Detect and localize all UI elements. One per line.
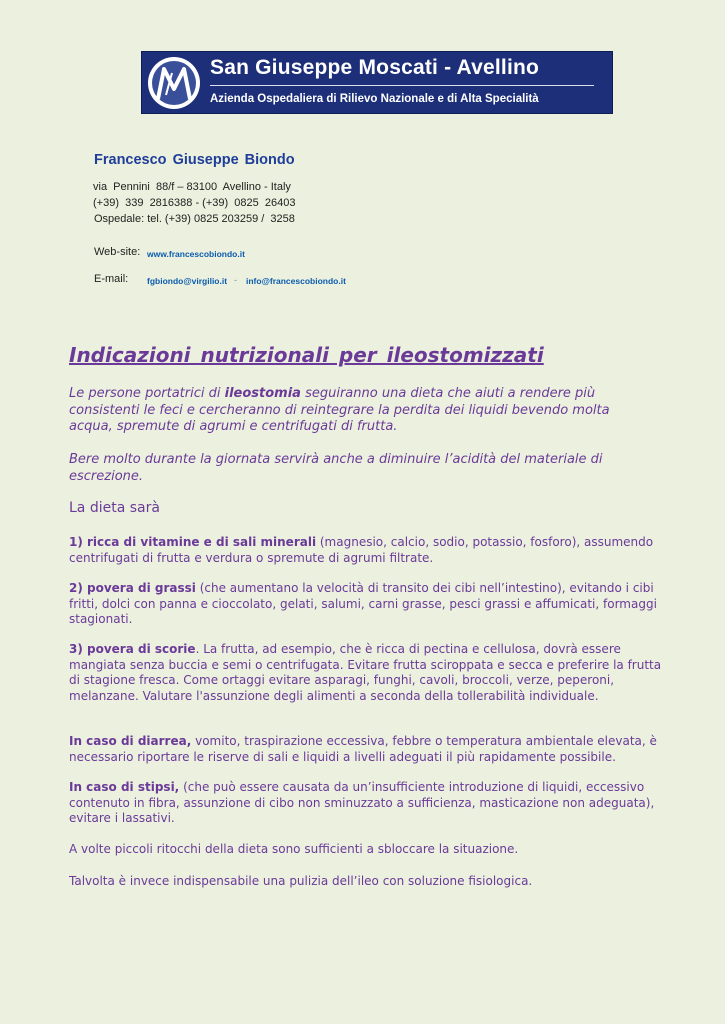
email-separator: -	[234, 275, 237, 285]
diet-item-diarrhea: In caso di diarrea, vomito, traspirazione eccessiva, febbre o temperatura ambientale elevata, è necessario riportare le riserve di sali e liquidi a livelli adeguati il più rapidamente possibile.	[69, 734, 657, 764]
document-title: Indicazioni nutrizionali per ileostomizzati	[69, 343, 544, 367]
diet-item-2: 2) povera di grassi (che aumentano la velocità di transito dei cibi nell’intestino), evitando i cibi fritti, dolci con panna e cioccolato, gelati, salumi, carni grasse, pesci grassi e affumicati, formaggi stagionati.	[69, 581, 657, 626]
email-link-1[interactable]: fgbiondo@virgilio.it	[147, 276, 228, 286]
address-line: via Pennini 88/f – 83100 Avellino - Italy	[93, 181, 291, 193]
email-label: E-mail:	[94, 273, 129, 285]
banner-divider	[210, 85, 594, 86]
diet-item-constipation: In caso di stipsi, (che può essere causata da un’insufficiente introduzione di liquidi, eccessivo contenuto in fibra, assunzione di cibo non sminuzzato a sufficienza, masticazione non adeguata), evitare i lassativi.	[69, 780, 655, 825]
email-link-2[interactable]: info@francescobiondo.it	[246, 276, 346, 286]
intro-keyword: ileostomia	[224, 386, 301, 401]
diet-item-1: 1) ricca di vitamine e di sali minerali (magnesio, calcio, sodio, potassio, fosforo), assumendo centrifugati di frutta e verdura o spremute di agrumi filtrate.	[69, 535, 654, 565]
hospital-banner	[141, 51, 613, 114]
website-label: Web-site:	[94, 246, 141, 258]
section-heading: La dieta sarà	[69, 500, 160, 516]
hospital-logo-icon	[146, 55, 202, 111]
banner-title: San Giuseppe Moscati - Avellino	[210, 56, 540, 79]
website-link[interactable]: www.francescobiondo.it	[147, 249, 245, 259]
intro-paragraph-2: Bere molto durante la giornata servirà anche a diminuire l’acidità del materiale di escrezione.	[69, 452, 603, 484]
closing-paragraph-1: A volte piccoli ritocchi della dieta sono sufficienti a sbloccare la situazione.	[69, 842, 519, 856]
closing-paragraph-2: Talvolta è invece indispensabile una pulizia dell’ileo con soluzione fisiologica.	[69, 874, 533, 888]
phones-line: (+39) 339 2816388 - (+39) 0825 26403	[93, 197, 296, 209]
author-name: Francesco Giuseppe Biondo	[94, 152, 295, 168]
diet-item-3: 3) povera di scorie. La frutta, ad esempio, che è ricca di pectina e cellulosa, dovrà essere mangiata senza buccia e semi o centrifugata. Evitare frutta sciroppata e secca e preferire la frutta di stagione fresca. Come ortaggi evitare asparagi, funghi, cavoli, broccoli, verze, peperoni, melanzane. Valutare l'assunzione degli alimenti a seconda della tollerabilità individuale.	[69, 642, 662, 703]
hospital-phone-line: Ospedale: tel. (+39) 0825 203259 / 3258	[94, 213, 295, 225]
intro-paragraph-1: Le persone portatrici di ileostomia seguiranno una dieta che aiuti a rendere più consistenti le feci e cercheranno di reintegrare la perdita dei liquidi bevendo molta acqua, spremute di agrumi e centrifugati di frutta.	[69, 386, 610, 434]
banner-subtitle: Azienda Ospedaliera di Rilievo Nazionale e di Alta Specialità	[210, 93, 539, 105]
